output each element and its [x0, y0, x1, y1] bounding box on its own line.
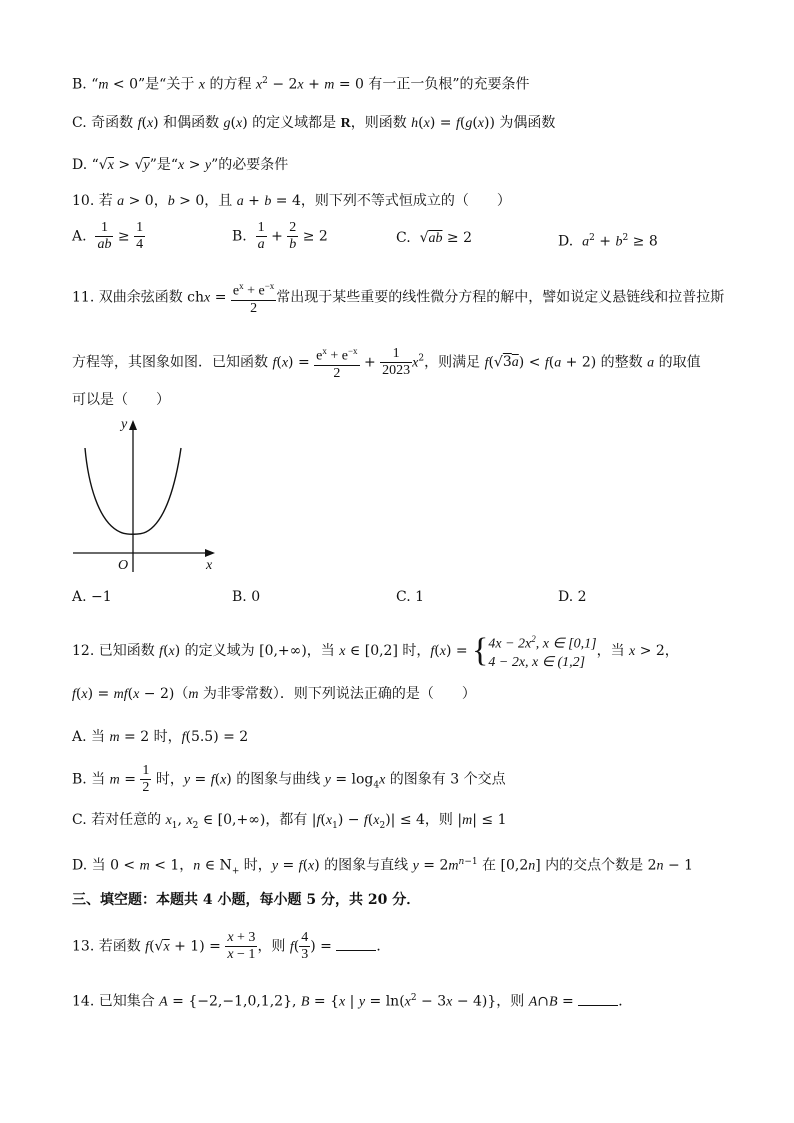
q12-option-a: A. 当 m = 2 时，f(5.5) = 2	[72, 729, 249, 745]
q10-option-b: B. $\frac{1}{a}$ + $\frac{2}{b}$ ≥ 2	[232, 220, 328, 252]
q10-option-a: A. $\frac{1}{ab}$ ≥ $\frac{1}{4}$	[72, 220, 144, 252]
q11-line-3: 可以是（ ）	[72, 392, 170, 408]
q12-line-1: 12. 已知函数 f(x) 的定义域为 [0,+∞)，当 x ∈ [0,2] 时，$f(x) = \{4x - 2x^2$, x ∈ [0,1] 4 − 2x, x ∈ (1,2]，当 x > 2，	[72, 631, 679, 670]
q12-line-2: f(x) = mf(x − 2)（m 为非零常数）．则下列说法正确的是（ ）	[72, 686, 476, 702]
q13: 13. 若函数 f(√x + 1) = $\frac{x + 3}{x - 1}$ ，则 f( $\frac{4}{3}$ ) = ．	[72, 930, 391, 962]
q9-option-c: C. 奇函数 f(x) 和偶函数 g(x) 的定义域都是 R，则函数 h(x) = f(g(x)) 为偶函数	[72, 115, 556, 131]
graph-y-label: y	[121, 417, 128, 432]
q11-option-c: C. 1	[396, 589, 425, 605]
q11-line-2: 方程等，其图象如图．已知函数 f(x) = $\frac{e^x + e^{-x}}{2}$ + $\frac{1}{2023}$ $x^2$，则满足 f(√3a) < f(a + 2) 的整数 a 的取值	[72, 343, 701, 382]
q11-option-b: B. 0	[232, 589, 261, 605]
graph-x-label: x	[206, 558, 213, 573]
q10-stem: 10. 若 a > 0，b > 0，且 a + b = 4，则下列不等式恒成立的（ ）	[72, 193, 511, 209]
catenary-graph	[68, 412, 228, 577]
q11-option-a: A. −1	[72, 589, 112, 605]
q10-option-d: D. $a^2 + b^2 \ge 8$	[558, 233, 658, 250]
q11-line-1: 11. 双曲余弦函数 chx = $\frac{e^x + e^{-x}}{2}$ 常出现于某些重要的线性微分方程的解中，譬如说定义悬链线和拉普拉斯	[72, 278, 724, 317]
q11-option-d: D. 2	[558, 589, 587, 605]
q12-option-d: D. 当 0 < m < 1，n ∈ $N_+$ 时，y = f(x) 的图象与直线 $y = 2m^{n-1}$ 在 [0,2n] 内的交点个数是 2n − 1	[72, 857, 694, 877]
q9-option-b: B. “m < 0”是“关于 x 的方程 $x^2 - 2x + m = 0$ 有一正一负根”的充要条件	[72, 76, 530, 93]
q10-option-c: C. √ab ≥ 2	[396, 230, 473, 246]
graph-origin-label: O	[118, 558, 129, 573]
q12-option-c: C. 若对任意的 $x_1$, $x_2$ ∈ [0,+∞)，都有 $|f(x_1) - f(x_2)| \le 4$，则 |m| ≤ 1	[72, 812, 507, 831]
q12-option-b: B. 当 m = $\frac{1}{2}$ 时，y = f(x) 的图象与曲线 $y = \log_4x$ 的图象有 3 个交点	[72, 763, 506, 795]
q9-option-d: D. “√x > √y”是“x > y”的必要条件	[72, 157, 289, 173]
section-3-heading: 三、填空题：本题共 4 小题，每小题 5 分，共 20 分．	[72, 892, 421, 908]
q14: 14. 已知集合 A = {−2,−1,0,1,2}, B = {x | $y = \ln(x^2 - 3x - 4)$}，则 A∩B = ．	[72, 988, 632, 1013]
